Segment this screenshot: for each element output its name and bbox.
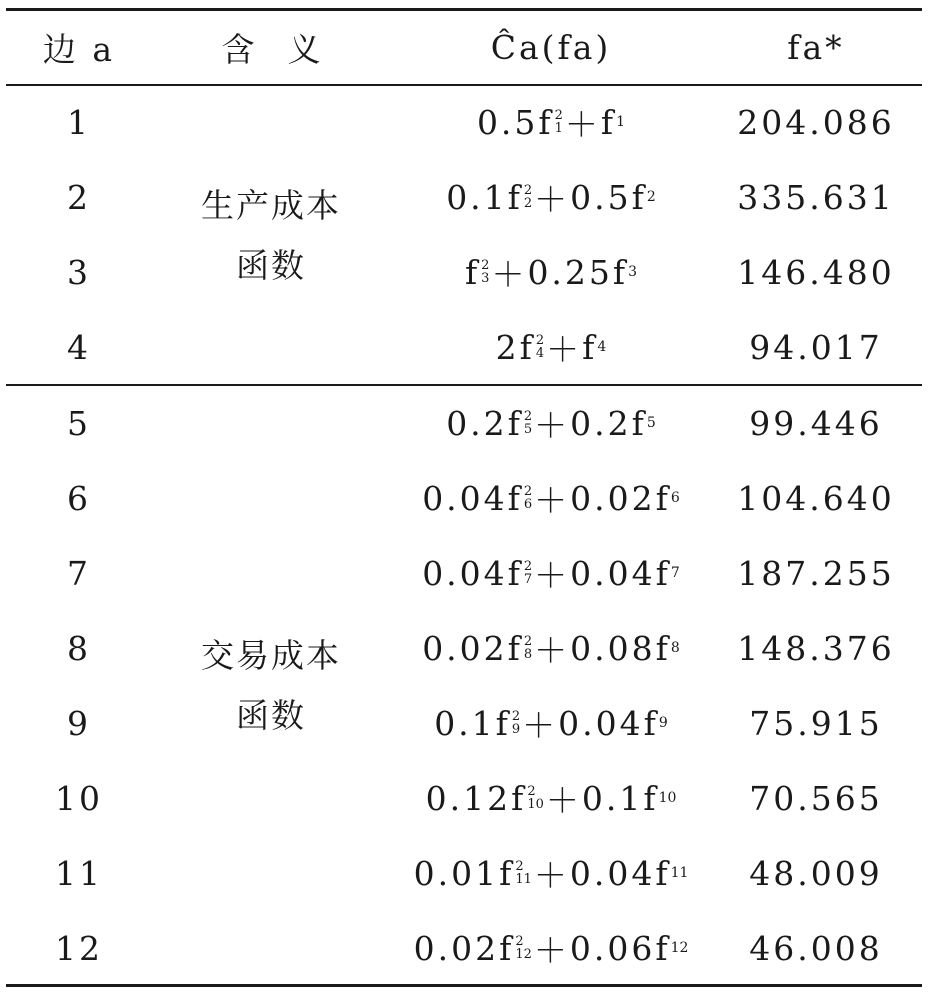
edge-cell: 12 <box>55 928 103 968</box>
edge-cell: 1 <box>67 102 91 142</box>
cost-function-cell: 0.12 f 2 10 ＋ 0.1 f 10 <box>386 762 716 834</box>
header-edge: 边 a <box>42 30 116 69</box>
plus-sign: ＋ <box>534 630 571 670</box>
subscript: 1 <box>616 114 626 130</box>
edge-cell: 2 <box>67 177 91 217</box>
plus-sign: ＋ <box>546 329 583 369</box>
plus-sign: ＋ <box>534 480 571 520</box>
cost-function-cell: 0.5 f 2 1 ＋ f 1 <box>386 86 716 158</box>
cost-function-cell: 0.04 f 2 7 ＋ 0.04 f 7 <box>386 537 716 609</box>
subscript: 10 <box>658 790 677 806</box>
coef-a: 0.02 <box>422 628 508 668</box>
plus-sign: ＋ <box>534 555 571 595</box>
sup-sub: 2 1 <box>554 108 563 136</box>
coef-b: 0.04 <box>569 853 656 893</box>
subscript: 7 <box>670 565 680 581</box>
coef-b: 0.02 <box>570 478 656 518</box>
optimal-flow-cell: 335.631 <box>737 177 895 217</box>
optimal-flow-cell: 146.480 <box>737 252 895 292</box>
coef-a: 0.1 <box>434 703 496 743</box>
subscript: 12 <box>670 940 689 956</box>
sup-sub: 2 7 <box>523 559 533 587</box>
cost-function-cell: 0.2 f 2 5 ＋ 0.2 f 5 <box>386 387 716 459</box>
header-meaning: 含 义 <box>221 30 321 69</box>
plus-sign: ＋ <box>545 780 582 820</box>
coef-b: 0.08 <box>570 628 656 668</box>
coef-a: 0.12 <box>425 778 512 818</box>
coef-a: 0.5 <box>476 102 539 142</box>
group-label-transaction <box>176 626 366 746</box>
cost-function-cell: 0.01 f 2 11 ＋ 0.04 f 11 <box>386 837 716 909</box>
subscript: 9 <box>658 715 668 731</box>
cost-function-cell: 0.1 f 2 9 ＋ 0.04 f 9 <box>386 687 716 759</box>
coef-b: 0.04 <box>570 553 656 593</box>
group-label-line: 生产成本 <box>201 186 341 225</box>
optimal-flow-cell: 204.086 <box>737 102 895 142</box>
optimal-flow-cell: 187.255 <box>737 553 895 593</box>
optimal-flow-cell: 46.008 <box>749 928 883 968</box>
sup-sub: 2 9 <box>511 709 521 737</box>
optimal-flow-cell: 99.446 <box>749 403 883 443</box>
coef-a: 0.02 <box>413 928 500 968</box>
cost-function-cell: 0.04 f 2 6 ＋ 0.02 f 6 <box>386 462 716 534</box>
coef-b: 0.1 <box>581 778 644 818</box>
subscript: 8 <box>670 640 680 656</box>
cost-function-cell: 0.02 f 2 12 ＋ 0.06 f 12 <box>386 912 716 984</box>
sup-sub: 2 6 <box>523 484 533 512</box>
edge-cell: 4 <box>67 327 91 367</box>
subscript: 2 <box>646 189 656 205</box>
cost-function-cell: 0.02 f 2 8 ＋ 0.08 f 8 <box>386 612 716 684</box>
group-label-production <box>176 176 366 296</box>
plus-sign: ＋ <box>534 405 571 445</box>
sup-sub: 2 12 <box>515 934 532 962</box>
sup-sub: 2 4 <box>535 333 545 361</box>
coef-a: 2 <box>495 327 520 367</box>
subscript: 11 <box>670 865 689 881</box>
plus-sign: ＋ <box>533 855 570 895</box>
group-divider-rule <box>6 384 922 386</box>
subscript: 3 <box>628 264 638 280</box>
coef-b: 0.5 <box>570 177 632 217</box>
sup-sub: 2 10 <box>527 784 544 812</box>
edge-cell: 8 <box>67 628 91 668</box>
cost-function-cell: f 2 3 ＋ 0.25 f 3 <box>386 236 716 308</box>
header-optimal-flow: fa* <box>787 28 845 67</box>
optimal-flow-cell: 75.915 <box>749 703 883 743</box>
coef-a: 0.2 <box>446 403 508 443</box>
group-label-line: 交易成本 <box>201 636 341 675</box>
optimal-flow-cell: 94.017 <box>749 327 883 367</box>
edge-cell: 3 <box>67 252 91 292</box>
header-cost-function: Ĉa(fa) <box>490 28 612 67</box>
cost-function-cell: 0.1 f 2 2 ＋ 0.5 f 2 <box>386 161 716 233</box>
plus-sign: ＋ <box>564 104 601 144</box>
coef-a: 0.01 <box>413 853 500 893</box>
sup-sub: 2 11 <box>515 859 532 887</box>
plus-sign: ＋ <box>533 930 570 970</box>
coef-a: 0.1 <box>446 177 508 217</box>
optimal-flow-cell: 104.640 <box>737 478 895 518</box>
sup-sub: 2 5 <box>523 409 533 437</box>
coef-b: 0.06 <box>569 928 656 968</box>
cost-function-table <box>6 0 922 992</box>
plus-sign: ＋ <box>534 179 571 219</box>
plus-sign: ＋ <box>491 254 528 294</box>
coef-b: 0.04 <box>558 703 644 743</box>
optimal-flow-cell: 48.009 <box>749 853 883 893</box>
subscript: 6 <box>670 490 680 506</box>
optimal-flow-cell: 148.376 <box>737 628 895 668</box>
coef-b: 0.2 <box>570 403 632 443</box>
edge-cell: 10 <box>55 778 103 818</box>
group-label-line: 函数 <box>236 246 306 285</box>
optimal-flow-cell: 70.565 <box>749 778 883 818</box>
subscript: 5 <box>646 415 656 431</box>
edge-cell: 5 <box>67 403 91 443</box>
coef-b: 0.25 <box>527 252 613 292</box>
coef-a: 0.04 <box>422 478 508 518</box>
edge-cell: 6 <box>67 478 91 518</box>
edge-cell: 9 <box>67 703 91 743</box>
sup-sub: 2 8 <box>523 634 533 662</box>
sup-sub: 2 3 <box>481 258 490 286</box>
sup-sub: 2 2 <box>523 183 533 211</box>
edge-cell: 7 <box>67 553 91 593</box>
edge-cell: 11 <box>55 853 103 893</box>
group-label-line: 函数 <box>236 696 306 735</box>
plus-sign: ＋ <box>522 705 559 745</box>
bottom-rule <box>6 984 922 987</box>
cost-function-cell: 2 f 2 4 ＋ f 4 <box>386 311 716 383</box>
coef-a: 0.04 <box>422 553 508 593</box>
subscript: 4 <box>597 339 607 355</box>
